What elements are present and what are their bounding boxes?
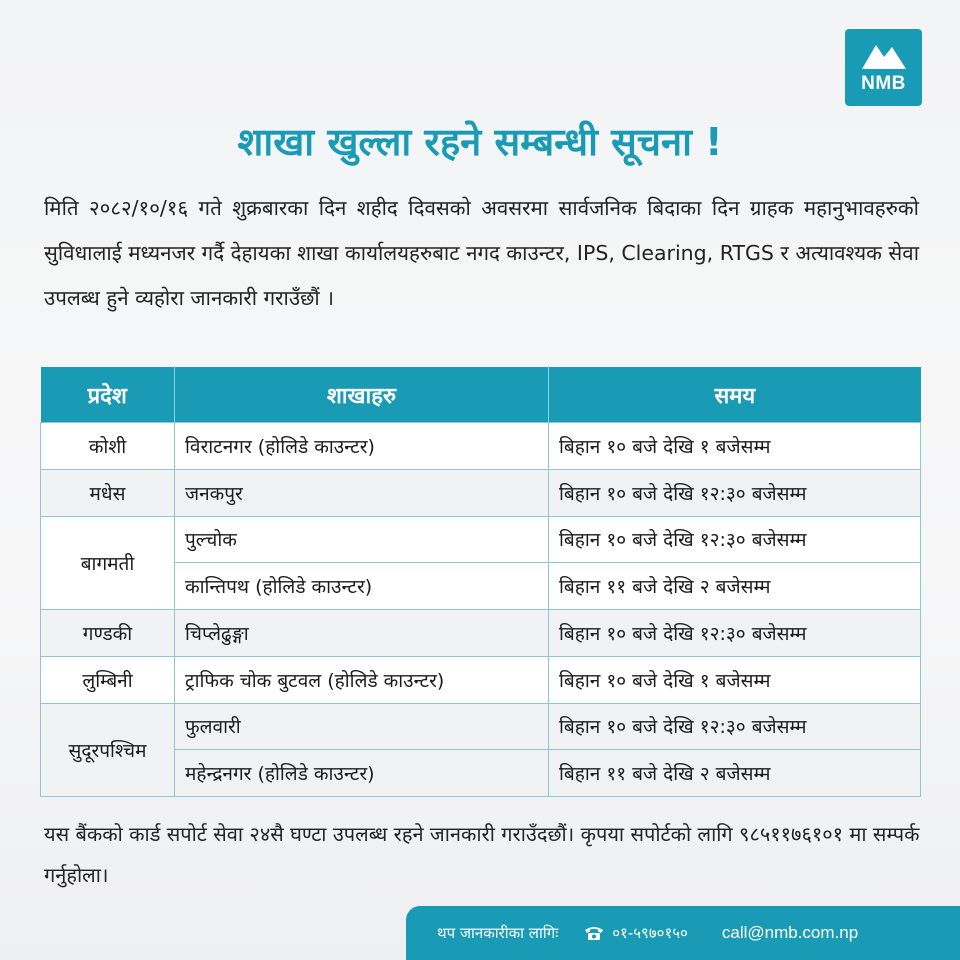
contact-phone[interactable]: ०१-५९७०१५० [612, 924, 688, 942]
table-row [41, 656, 921, 703]
support-note: यस बैंकको कार्ड सपोर्ट सेवा २४सै घण्टा उपलब्ध रहने जानकारी गराउँदछौं। कृपया सपोर्टको लागि ९८५११७६१०१ मा सम्पर्क गर्नुहोला। [44, 822, 920, 887]
branch-cell: ट्राफिक चोक बुटवल (होलिडे काउन्टर) [175, 656, 549, 703]
table-header-row [41, 367, 921, 423]
branch-cell: महेन्द्रनगर (होलिडे काउन्टर) [175, 750, 549, 797]
province-cell: मधेस [41, 469, 175, 516]
intro-paragraph: मिति २०८२/१०/१६ गते शुक्रबारका दिन शहीद दिवसको अवसरमा सार्वजनिक बिदाका दिन ग्राहक महानुभावहरुको सुविधालाई मध्यनजर गर्दै देहायका शाखा कार्यालयहरुबाट नगद काउन्टर, IPS, Clearing, RTGS र अत्यावश्यक सेवा उपलब्ध हुने व्यहोरा जानकारी गराउँछौं । [44, 196, 919, 310]
mountain-icon [862, 41, 906, 69]
contact-bar [406, 906, 960, 960]
branch-cell: चिप्लेढुङ्गा [175, 610, 549, 657]
province-cell: बागमती [41, 516, 175, 610]
branch-cell: फुलवारी [175, 703, 549, 750]
notice-title: शाखा खुल्ला रहने सम्बन्धी सूचना ! [237, 120, 723, 164]
time-cell: बिहान ११ बजे देखि २ बजेसम्म [549, 563, 921, 610]
time-cell: बिहान १० बजे देखि १२:३० बजेसम्म [549, 516, 921, 563]
table-row [41, 516, 921, 563]
header-province: प्रदेश [41, 367, 175, 423]
header-branches: शाखाहरु [175, 367, 549, 423]
province-cell: लुम्बिनी [41, 656, 175, 703]
table-row [41, 703, 921, 750]
branch-cell: जनकपुर [175, 469, 549, 516]
contact-label: थप जानकारीका लागिः [437, 924, 559, 942]
time-cell: बिहान १० बजे देखि १२:३० बजेसम्म [549, 610, 921, 657]
logo-text: NMB [861, 73, 906, 94]
branch-table [40, 367, 921, 797]
nmb-logo [845, 29, 922, 106]
branch-cell: पुल्चोक [175, 516, 549, 563]
province-cell: गण्डकी [41, 610, 175, 657]
time-cell: बिहान १० बजे देखि १२:३० बजेसम्म [549, 469, 921, 516]
province-cell: कोशी [41, 423, 175, 470]
province-cell: सुदूरपश्चिम [41, 703, 175, 797]
time-cell: बिहान १० बजे देखि १ बजेसम्म [549, 423, 921, 470]
telephone-icon [584, 925, 604, 941]
header-time: समय [549, 367, 921, 423]
time-cell: बिहान १० बजे देखि १२:३० बजेसम्म [549, 703, 921, 750]
table-row [41, 469, 921, 516]
table-row [41, 423, 921, 470]
table-row [41, 610, 921, 657]
branch-cell: कान्तिपथ (होलिडे काउन्टर) [175, 563, 549, 610]
contact-email[interactable]: call@nmb.com.np [721, 923, 859, 942]
time-cell: बिहान १० बजे देखि १ बजेसम्म [549, 656, 921, 703]
branch-cell: विराटनगर (होलिडे काउन्टर) [175, 423, 549, 470]
time-cell: बिहान ११ बजे देखि २ बजेसम्म [549, 750, 921, 797]
